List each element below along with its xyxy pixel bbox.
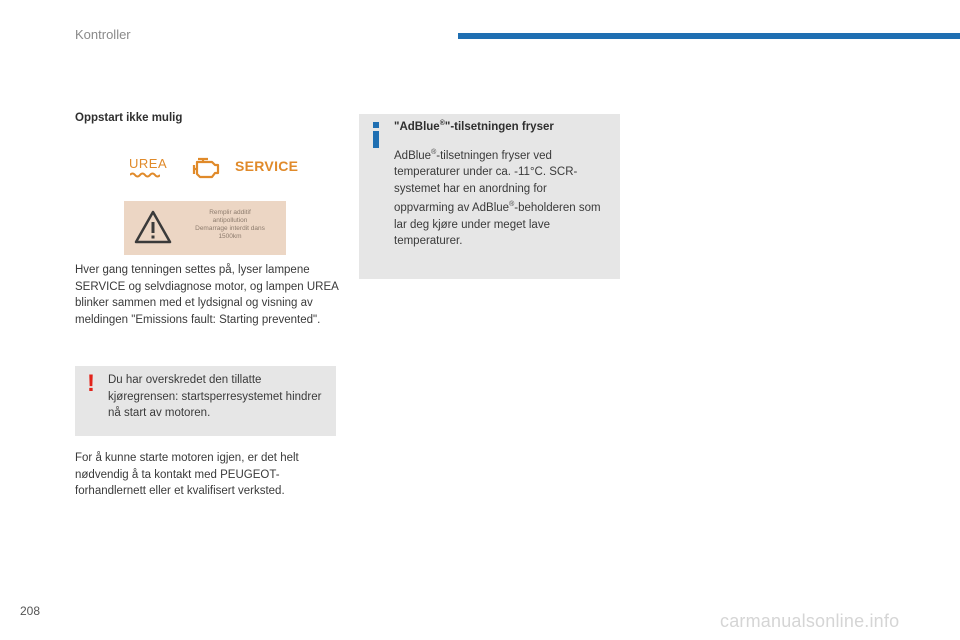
info-title-part: "AdBlue bbox=[394, 120, 440, 133]
startup-description: Hver gang tenningen settes på, lyser lampene SERVICE og selvdiagnose motor, og lampen UREA blinker sammen med et lydsignal og visning av meldingen "Emissions fault: Starting prevented". bbox=[75, 264, 339, 326]
info-title-part: "-tilsetningen fryser bbox=[444, 120, 554, 133]
registered-mark: ® bbox=[439, 120, 445, 127]
indicator-lamps bbox=[125, 152, 299, 184]
warning-line: Remplir additif bbox=[209, 209, 251, 216]
info-box bbox=[359, 114, 620, 279]
watermark: carmanualsonline.info bbox=[720, 611, 900, 631]
warning-line: 1500km bbox=[218, 233, 242, 240]
registered-mark: ® bbox=[431, 149, 437, 156]
warning-display-text bbox=[176, 209, 284, 241]
exclamation-icon: ! bbox=[87, 370, 95, 397]
header-accent-bar bbox=[458, 33, 960, 39]
info-text-part: -beholderen som lar deg kjøre under meget lave temperaturer. bbox=[394, 202, 601, 248]
warning-triangle-icon bbox=[134, 209, 172, 245]
urea-wave-icon bbox=[130, 172, 160, 178]
section-title: Oppstart ikke mulig bbox=[75, 112, 183, 124]
info-icon bbox=[370, 122, 382, 148]
urea-lamp-label: UREA bbox=[129, 156, 168, 171]
header-title: Kontroller bbox=[75, 27, 131, 42]
warning-line: antipollution bbox=[212, 217, 248, 224]
info-text-part: AdBlue bbox=[394, 149, 432, 162]
restart-instructions: For å kunne starte motoren igjen, er det helt nødvendig å ta kontakt med PEUGEOT-forhandlernett eller et kvalifisert verksted. bbox=[75, 452, 299, 497]
warning-note-box bbox=[75, 366, 336, 436]
engine-check-icon bbox=[189, 156, 223, 180]
service-lamp-label: SERVICE bbox=[235, 158, 299, 174]
info-title bbox=[394, 120, 614, 133]
info-text-part: -tilsetningen fryser ved temperaturer under ca. -11°C. SCR-systemet har en anordning for oppvarming av AdBlue bbox=[394, 149, 578, 215]
page-number: 208 bbox=[20, 604, 41, 618]
info-text bbox=[394, 145, 609, 250]
registered-mark: ® bbox=[509, 201, 515, 209]
warning-note-text: Du har overskredet den tillatte kjøregrensen: startsperresystemet hindrer nå start av motoren. bbox=[108, 374, 322, 419]
warning-line: Demarrage interdit dans bbox=[195, 225, 265, 232]
dashboard-warning-display bbox=[124, 201, 286, 255]
